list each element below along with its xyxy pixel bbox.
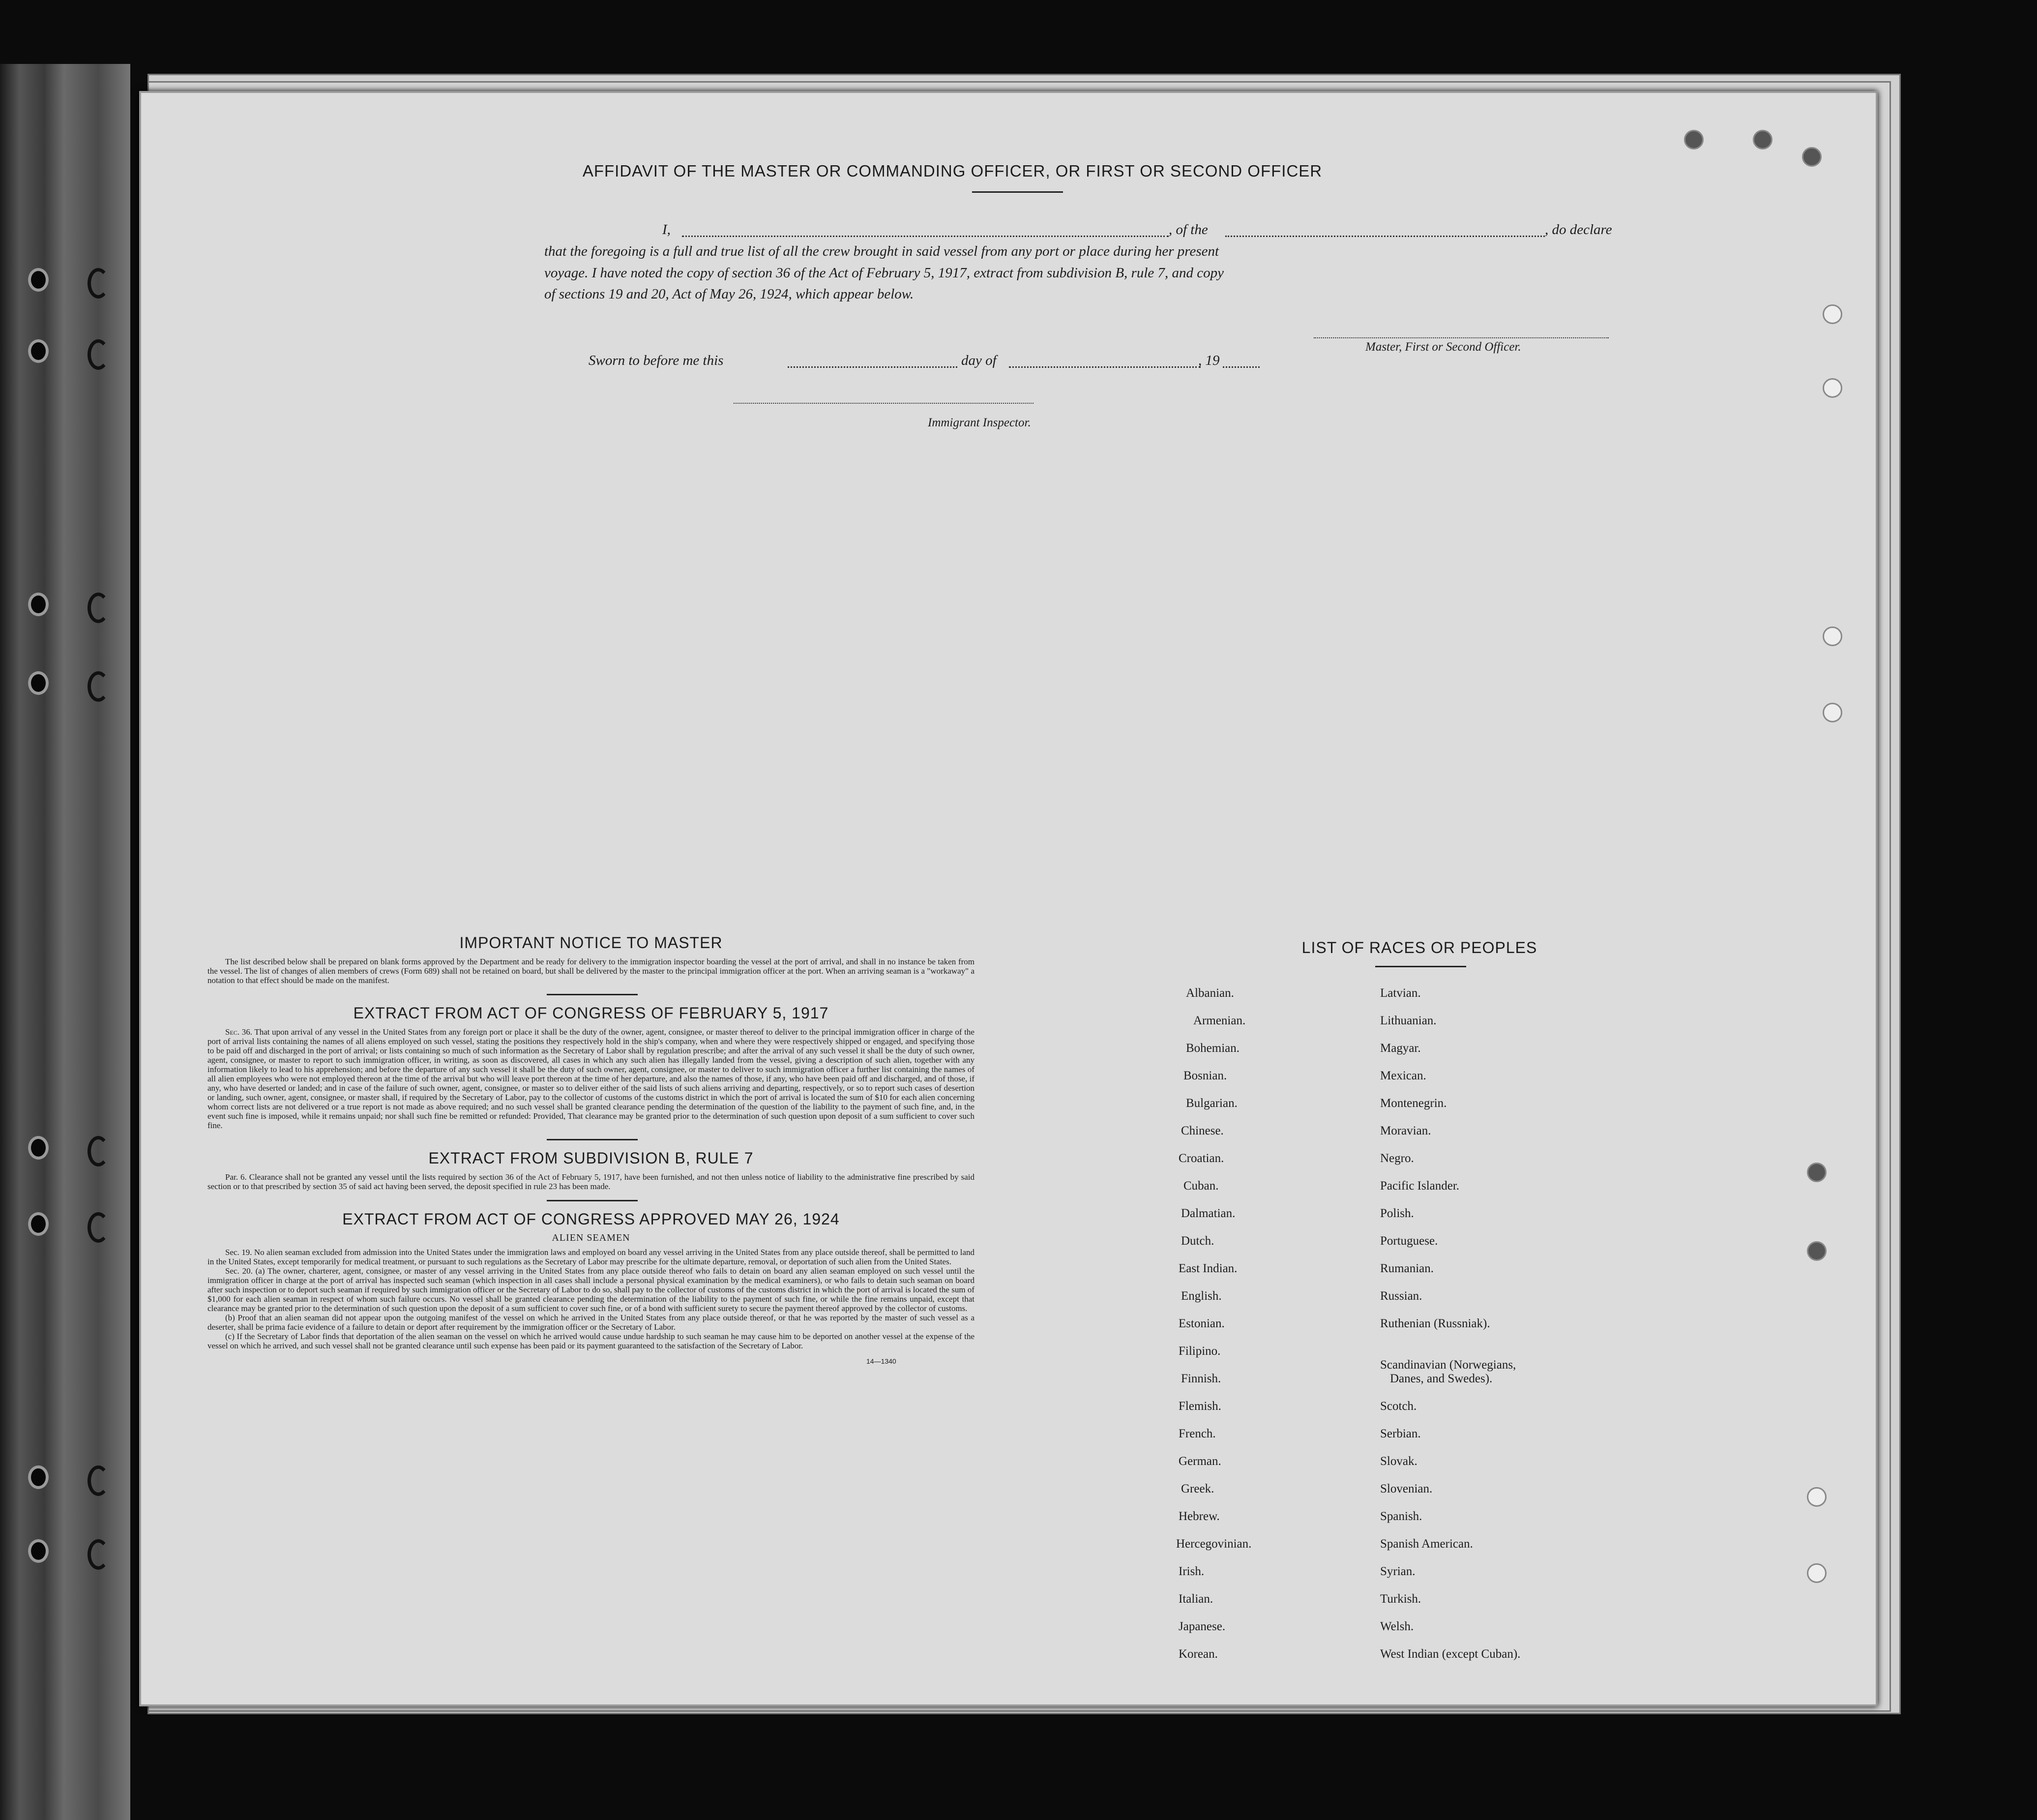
- race-item: German.: [1179, 1455, 1221, 1468]
- extract-1924-sec20c: (c) If the Secretary of Labor finds that deportation of the alien seaman on the vessel on which he arrived would cause undue hardship to such seaman he may cause him to be deported on another vessel at the expense of the vessel on which he arrived, and such vessel shall not be granted clearance until such expense has been paid or its payment guaranteed to the satisfaction of the Secretary of Labor.: [207, 1332, 974, 1350]
- race-item: Latvian.: [1380, 986, 1421, 1000]
- document-page: [139, 91, 1878, 1706]
- race-item: Slovenian.: [1380, 1482, 1433, 1495]
- race-item: Greek.: [1181, 1482, 1214, 1495]
- binder-hole: [28, 593, 49, 616]
- race-item: Ruthenian (Russniak).: [1380, 1317, 1490, 1330]
- punch-hole: [1807, 1563, 1827, 1583]
- race-item: Bohemian.: [1186, 1042, 1240, 1055]
- race-item: Irish.: [1179, 1565, 1205, 1578]
- affidavit-i: I,: [662, 222, 671, 238]
- extract-1924-subtitle: ALIEN SEAMEN: [552, 1232, 630, 1243]
- extract-1917-section: Sec. 36.: [225, 1027, 252, 1037]
- extract-1924-sec20b: (b) Proof that an alien seaman did not appear upon the outgoing manifest of the vessel on which he arrived in the United States from any place outside thereof, or that he was reported by the master of such vessel as a deserter, shall be prima facie evidence of a failure to detain or deport after requirement by the immigration officer or the Secretary of Labor.: [207, 1313, 974, 1332]
- punch-hole: [1823, 627, 1842, 646]
- punch-hole: [1802, 147, 1822, 167]
- extract-1924-sec20a: Sec. 20. (a) The owner, charterer, agent, consignee, or master of any vessel arriving in the United States from any place outside thereof who fails to detain on board any alien seaman employed on such vessel until the immigration officer in charge at the port of arrival has inspected such seaman (which inspection in all cases shall include a personal physical examination by the medical examiners), or who fails to detain such seaman on board after such inspection or to deport such seaman if required by such immigration officer or the Secretary of Labor to do so, shall pay to the collector of customs of the customs district in which the port of arrival is located the sum of $1,000 for each alien seaman in respect of whom such failure occurs. No vessel shall be granted clearance pending the determination of the liability to the payment of such fine, or while the fine remains unpaid, except that clearance may be granted prior to the determination of such question upon the deposit of a sum sufficient to cover such fine, or of a bond with sufficient surety to secure the payment thereof approved by the collector of customs.: [207, 1266, 974, 1313]
- race-item: Scotch.: [1380, 1400, 1417, 1413]
- race-item: Dutch.: [1181, 1234, 1214, 1248]
- extract-1917-text: That upon arrival of any vessel in the United States from any foreign port or place it shall be the duty of the owner, agent, consignee, or master thereof to deliver to the principal immigration officer in charge of the port of arrival lists containing the names of all aliens employed on such vessel, stating the positions they respectively hold in the ship's company, when and where they were respectively shipped or engaged, and specifying those to be paid off and discharged in the port of arrival; or lists containing so much of such information as the Secretary of Labor shall by regulation prescribe; and after the arrival of any such vessel it shall be the duty of such owner, agent, consignee, or master to report to such immigration officer, in writing, as soon as discovered, all cases in which any such alien has illegally landed from the vessel, giving a description of such alien, together with any information likely to lead to his apprehension; and before the departure of any such vessel it shall be the duty of such owner, agent, consignee, or master to deliver to such immigration officer a further list containing the names of all alien employees who were not employed thereon at the time of the arrival but who will leave port thereon at the time of her departure, and also the names of those, if any, who have been paid off and discharged, and of those, if any, who have deserted or landed; and in case of the failure of such owner, agent, consignee, or master so to deliver either of the said lists of such aliens arriving and departing, respectively, or so to report such cases of desertion or landing, such owner, agent, consignee, or master shall, if required by the Secretary of Labor, pay to the collector of customs of the customs district in which the port of arrival is located the sum of $10 for each alien concerning whom correct lists are not delivered or a true report is not made as above required; and no such vessel shall be granted clearance pending the determination of the question of the liability to the payment of such fine, and, in the event such fine is imposed, while it remains unpaid; nor shall such fine be remitted or refunded: Provided, That clearance may be granted prior to the determination of such question upon deposit of a sum sufficient to cover such fine.: [207, 1027, 974, 1130]
- race-item: Hercegovinian.: [1176, 1537, 1252, 1551]
- day-of-text: day of: [961, 353, 997, 368]
- race-item: Montenegrin.: [1380, 1097, 1447, 1110]
- inspector-label: Immigrant Inspector.: [928, 416, 1031, 429]
- extract-1917-body: [207, 1027, 974, 1130]
- race-item: Korean.: [1179, 1647, 1218, 1661]
- race-scandinavian-continuation: Danes, and Swedes).: [1390, 1372, 1493, 1385]
- punch-hole: [1753, 130, 1772, 149]
- name-blank[interactable]: [682, 236, 1169, 237]
- race-item: Turkish.: [1380, 1592, 1421, 1606]
- race-item: Hebrew.: [1179, 1510, 1220, 1523]
- affidavit-title: AFFIDAVIT OF THE MASTER OR COMMANDING OFFICER, OR FIRST OR SECOND OFFICER: [582, 162, 1323, 180]
- binder-ring: [88, 593, 109, 623]
- race-item: Flemish.: [1179, 1400, 1221, 1413]
- race-item: Polish.: [1380, 1207, 1414, 1220]
- races-title: LIST OF RACES OR PEOPLES: [1301, 939, 1537, 956]
- extract-1924-sec19: Sec. 19. No alien seaman excluded from admission into the United States under the immigration laws and employed on board any vessel arriving in the United States from any place outside thereof, shall be permitted to land in the United States, except temporarily for medical treatment, or pursuant to such regulations as the Secretary of Labor may prescribe for the ultimate departure, removal, or deportation of such alien from the United States.: [207, 1248, 974, 1266]
- race-item: Pacific Islander.: [1380, 1179, 1460, 1193]
- race-item: Negro.: [1380, 1152, 1414, 1165]
- binder-hole: [28, 1212, 49, 1236]
- notice-body: The list described below shall be prepared on blank forms approved by the Department and be ready for delivery to the immigration inspector boarding the vessel at the port of arrival, and shall in no instance be taken from the vessel. The list of changes of alien members of crews (Form 689) shall not be retained on board, but shall be delivered by the master to the principal immigration officer at the port. When an arriving seaman is a "workaway" a notation to that effect should be made on the manifest.: [207, 957, 974, 985]
- section-divider: [547, 1200, 638, 1201]
- race-item: Lithuanian.: [1380, 1014, 1437, 1027]
- binder-ring: [88, 1465, 109, 1496]
- inspector-signature-line[interactable]: [734, 403, 1033, 404]
- binder-hole: [28, 1136, 49, 1160]
- race-item: Serbian.: [1380, 1427, 1421, 1440]
- affidavit-line-4: of sections 19 and 20, Act of May 26, 1924, which appear below.: [544, 286, 914, 302]
- race-item: Albanian.: [1186, 986, 1234, 1000]
- race-item: Cuban.: [1183, 1179, 1219, 1193]
- sworn-day-blank[interactable]: [788, 366, 957, 368]
- notice-title: IMPORTANT NOTICE TO MASTER: [459, 934, 723, 952]
- race-item: Estonian.: [1179, 1317, 1225, 1330]
- section-divider: [547, 994, 638, 995]
- vessel-blank[interactable]: [1225, 236, 1545, 237]
- punch-hole: [1807, 1163, 1827, 1182]
- race-item: Chinese.: [1181, 1124, 1224, 1137]
- race-item: Mexican.: [1380, 1069, 1426, 1082]
- binder-ring: [88, 268, 109, 298]
- extract-1917-title: EXTRACT FROM ACT OF CONGRESS OF FEBRUARY 5, 1917: [353, 1004, 829, 1022]
- sworn-month-blank[interactable]: [1009, 366, 1201, 368]
- year-prefix: , 19: [1198, 353, 1220, 368]
- binder-hole: [28, 671, 49, 695]
- affidavit-declare: , do declare: [1545, 222, 1612, 238]
- punch-hole: [1807, 1487, 1827, 1507]
- extract-1924-title: EXTRACT FROM ACT OF CONGRESS APPROVED MAY 26, 1924: [342, 1210, 840, 1228]
- race-item: Dalmatian.: [1181, 1207, 1236, 1220]
- race-item: Bulgarian.: [1186, 1097, 1238, 1110]
- race-item: Italian.: [1179, 1592, 1213, 1606]
- race-item: Bosnian.: [1183, 1069, 1227, 1082]
- extract-rule7-title: EXTRACT FROM SUBDIVISION B, RULE 7: [428, 1149, 754, 1167]
- race-item: Japanese.: [1179, 1620, 1226, 1633]
- binder-hole: [28, 1539, 49, 1563]
- race-item: Spanish American.: [1380, 1537, 1473, 1551]
- binder-hole: [28, 268, 49, 292]
- race-item: Armenian.: [1193, 1014, 1246, 1027]
- punch-hole: [1823, 304, 1842, 324]
- race-item: Portuguese.: [1380, 1234, 1438, 1248]
- binder-hole: [28, 339, 49, 363]
- race-item: French.: [1179, 1427, 1216, 1440]
- punch-hole: [1823, 378, 1842, 398]
- race-item: Moravian.: [1380, 1124, 1431, 1137]
- affidavit-line-3: voyage. I have noted the copy of section 36 of the Act of February 5, 1917, extract from subdivision B, rule 7, and copy: [544, 265, 1224, 281]
- race-item: Croatian.: [1179, 1152, 1224, 1165]
- legal-notices-column: [207, 934, 974, 1365]
- race-item: Filipino.: [1179, 1344, 1221, 1358]
- affidavit-of-the: , of the: [1169, 222, 1208, 238]
- binder-ring: [88, 671, 109, 702]
- section-divider: [547, 1139, 638, 1140]
- race-item: East Indian.: [1179, 1262, 1238, 1275]
- race-item: Magyar.: [1380, 1042, 1421, 1055]
- punch-hole: [1807, 1241, 1827, 1261]
- race-item: Welsh.: [1380, 1620, 1414, 1633]
- race-item: Syrian.: [1380, 1565, 1416, 1578]
- master-signature-line[interactable]: [1314, 337, 1609, 338]
- master-signature-label: Master, First or Second Officer.: [1365, 340, 1521, 354]
- race-item: Finnish.: [1181, 1372, 1221, 1385]
- extract-rule7-body: Par. 6. Clearance shall not be granted any vessel until the lists required by section 36 of the Act of February 5, 1917, have been furnished, and not then unless notice of liability to the administrative fine prescribed by said section or to that prescribed by section 35 of said act having been served, the deposit specified in rule 23 has been made.: [207, 1172, 974, 1191]
- punch-hole: [1684, 130, 1704, 149]
- binder-ring: [88, 1136, 109, 1166]
- race-item: English.: [1181, 1289, 1222, 1303]
- race-item: Scandinavian (Norwegians,: [1380, 1358, 1516, 1372]
- race-item: Slovak.: [1380, 1455, 1417, 1468]
- year-blank[interactable]: [1223, 366, 1260, 368]
- sworn-text: Sworn to before me this: [589, 353, 724, 368]
- race-item: West Indian (except Cuban).: [1380, 1647, 1521, 1661]
- binder-ring: [88, 339, 109, 370]
- form-number: 14—1340: [866, 1357, 896, 1365]
- race-item: Russian.: [1380, 1289, 1422, 1303]
- punch-hole: [1823, 703, 1842, 722]
- race-item: Rumanian.: [1380, 1262, 1434, 1275]
- affidavit-line-2: that the foregoing is a full and true list of all the crew brought in said vessel from any port or place during her present: [544, 243, 1219, 259]
- binder-strip: [0, 64, 130, 1820]
- binder-ring: [88, 1212, 109, 1243]
- binder-ring: [88, 1539, 109, 1570]
- binder-hole: [28, 1465, 49, 1489]
- title-divider: [972, 191, 1063, 193]
- race-item: Spanish.: [1380, 1510, 1422, 1523]
- races-divider: [1375, 966, 1466, 967]
